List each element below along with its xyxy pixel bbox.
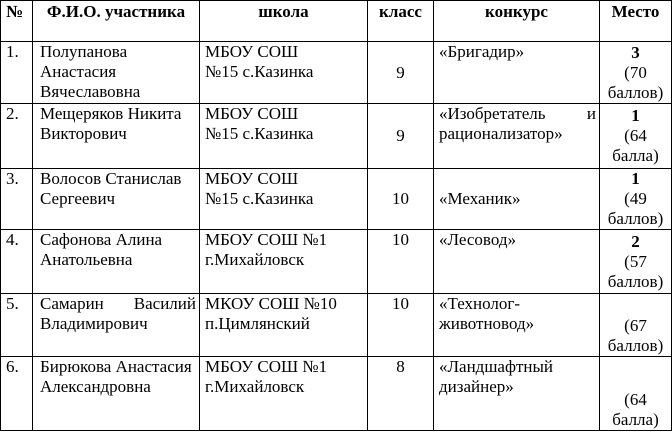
place-number: 2 (631, 231, 640, 251)
row-grade: 10 (368, 230, 434, 294)
place-number: 3 (631, 42, 640, 62)
school-line1: МБОУ СОШ (205, 169, 299, 188)
row-fio: Волосов Станислав Сергеевич (33, 169, 200, 230)
header-num: № (1, 1, 33, 42)
row-fio: Сафонова Алина Анатольевна (33, 230, 200, 294)
row-fio: Самарин Василий Владимирович (33, 294, 200, 357)
school-line2: №15 с.Казинка (205, 124, 314, 143)
row-school (200, 294, 368, 357)
header-fio: Ф.И.О. участника (33, 1, 200, 42)
row-fio: Полупанова Анастасия Вячеславовна (33, 42, 200, 104)
row-num: 4. (1, 230, 33, 294)
row-fio: Мещеряков Никита Викторович (33, 104, 200, 169)
row-grade: 9 (368, 104, 434, 169)
school-line2: п.Цимлянский (205, 314, 310, 333)
table-row (1, 104, 672, 169)
row-grade: 10 (368, 169, 434, 230)
table-row (1, 169, 672, 230)
table-row (1, 42, 672, 104)
table-row (1, 357, 672, 431)
row-grade: 8 (368, 357, 434, 431)
row-school (200, 104, 368, 169)
row-contest: «Ландшафтный дизайнер» (434, 357, 600, 431)
row-school (200, 230, 368, 294)
place-points: (64 балла) (612, 390, 659, 429)
place-points: (64 балла) (612, 126, 659, 165)
row-contest: «Механик» (434, 169, 600, 230)
row-contest: «Изобретатель и рационализатор» (434, 104, 600, 169)
row-grade: 10 (368, 294, 434, 357)
row-contest: «Технолог-животновод» (434, 294, 600, 357)
place-points: (70 баллов) (607, 62, 664, 102)
table-row (1, 230, 672, 294)
row-num: 5. (1, 294, 33, 357)
school-line2: №15 с.Казинка (205, 189, 314, 208)
row-school (200, 357, 368, 431)
place-points: (57 баллов) (607, 251, 664, 291)
school-line2: г.Михайловск (205, 377, 305, 396)
row-place (600, 169, 672, 230)
row-place (600, 42, 672, 104)
header-grade: класс (368, 1, 434, 42)
place-points: (67 баллов) (607, 316, 664, 355)
school-line1: МКОУ СОШ №10 (205, 294, 337, 313)
place-number: 1 (631, 106, 640, 125)
table-header-row (1, 1, 672, 42)
row-num: 1. (1, 42, 33, 104)
school-line1: МБОУ СОШ №1 (205, 357, 328, 376)
header-contest: конкурс (434, 1, 600, 42)
school-line2: №15 с.Казинка (205, 62, 314, 81)
row-num: 2. (1, 104, 33, 169)
table-row (1, 294, 672, 357)
header-school: школа (200, 1, 368, 42)
row-place (600, 104, 672, 169)
row-num: 3. (1, 169, 33, 230)
row-contest: «Бригадир» (434, 42, 600, 104)
row-place (600, 230, 672, 294)
header-place: Место (600, 1, 672, 42)
school-line1: МБОУ СОШ №1 (205, 230, 328, 249)
school-line1: МБОУ СОШ (205, 104, 299, 123)
row-grade: 9 (368, 42, 434, 104)
row-place (600, 294, 672, 357)
row-school (200, 42, 368, 104)
row-contest: «Лесовод» (434, 230, 600, 294)
school-line1: МБОУ СОШ (205, 42, 299, 61)
row-num: 6. (1, 357, 33, 431)
row-school (200, 169, 368, 230)
row-fio: Бирюкова Анастасия Александровна (33, 357, 200, 431)
place-points: (49 баллов) (607, 189, 664, 228)
school-line2: г.Михайловск (205, 250, 305, 269)
row-place (600, 357, 672, 431)
place-number: 1 (631, 169, 640, 188)
